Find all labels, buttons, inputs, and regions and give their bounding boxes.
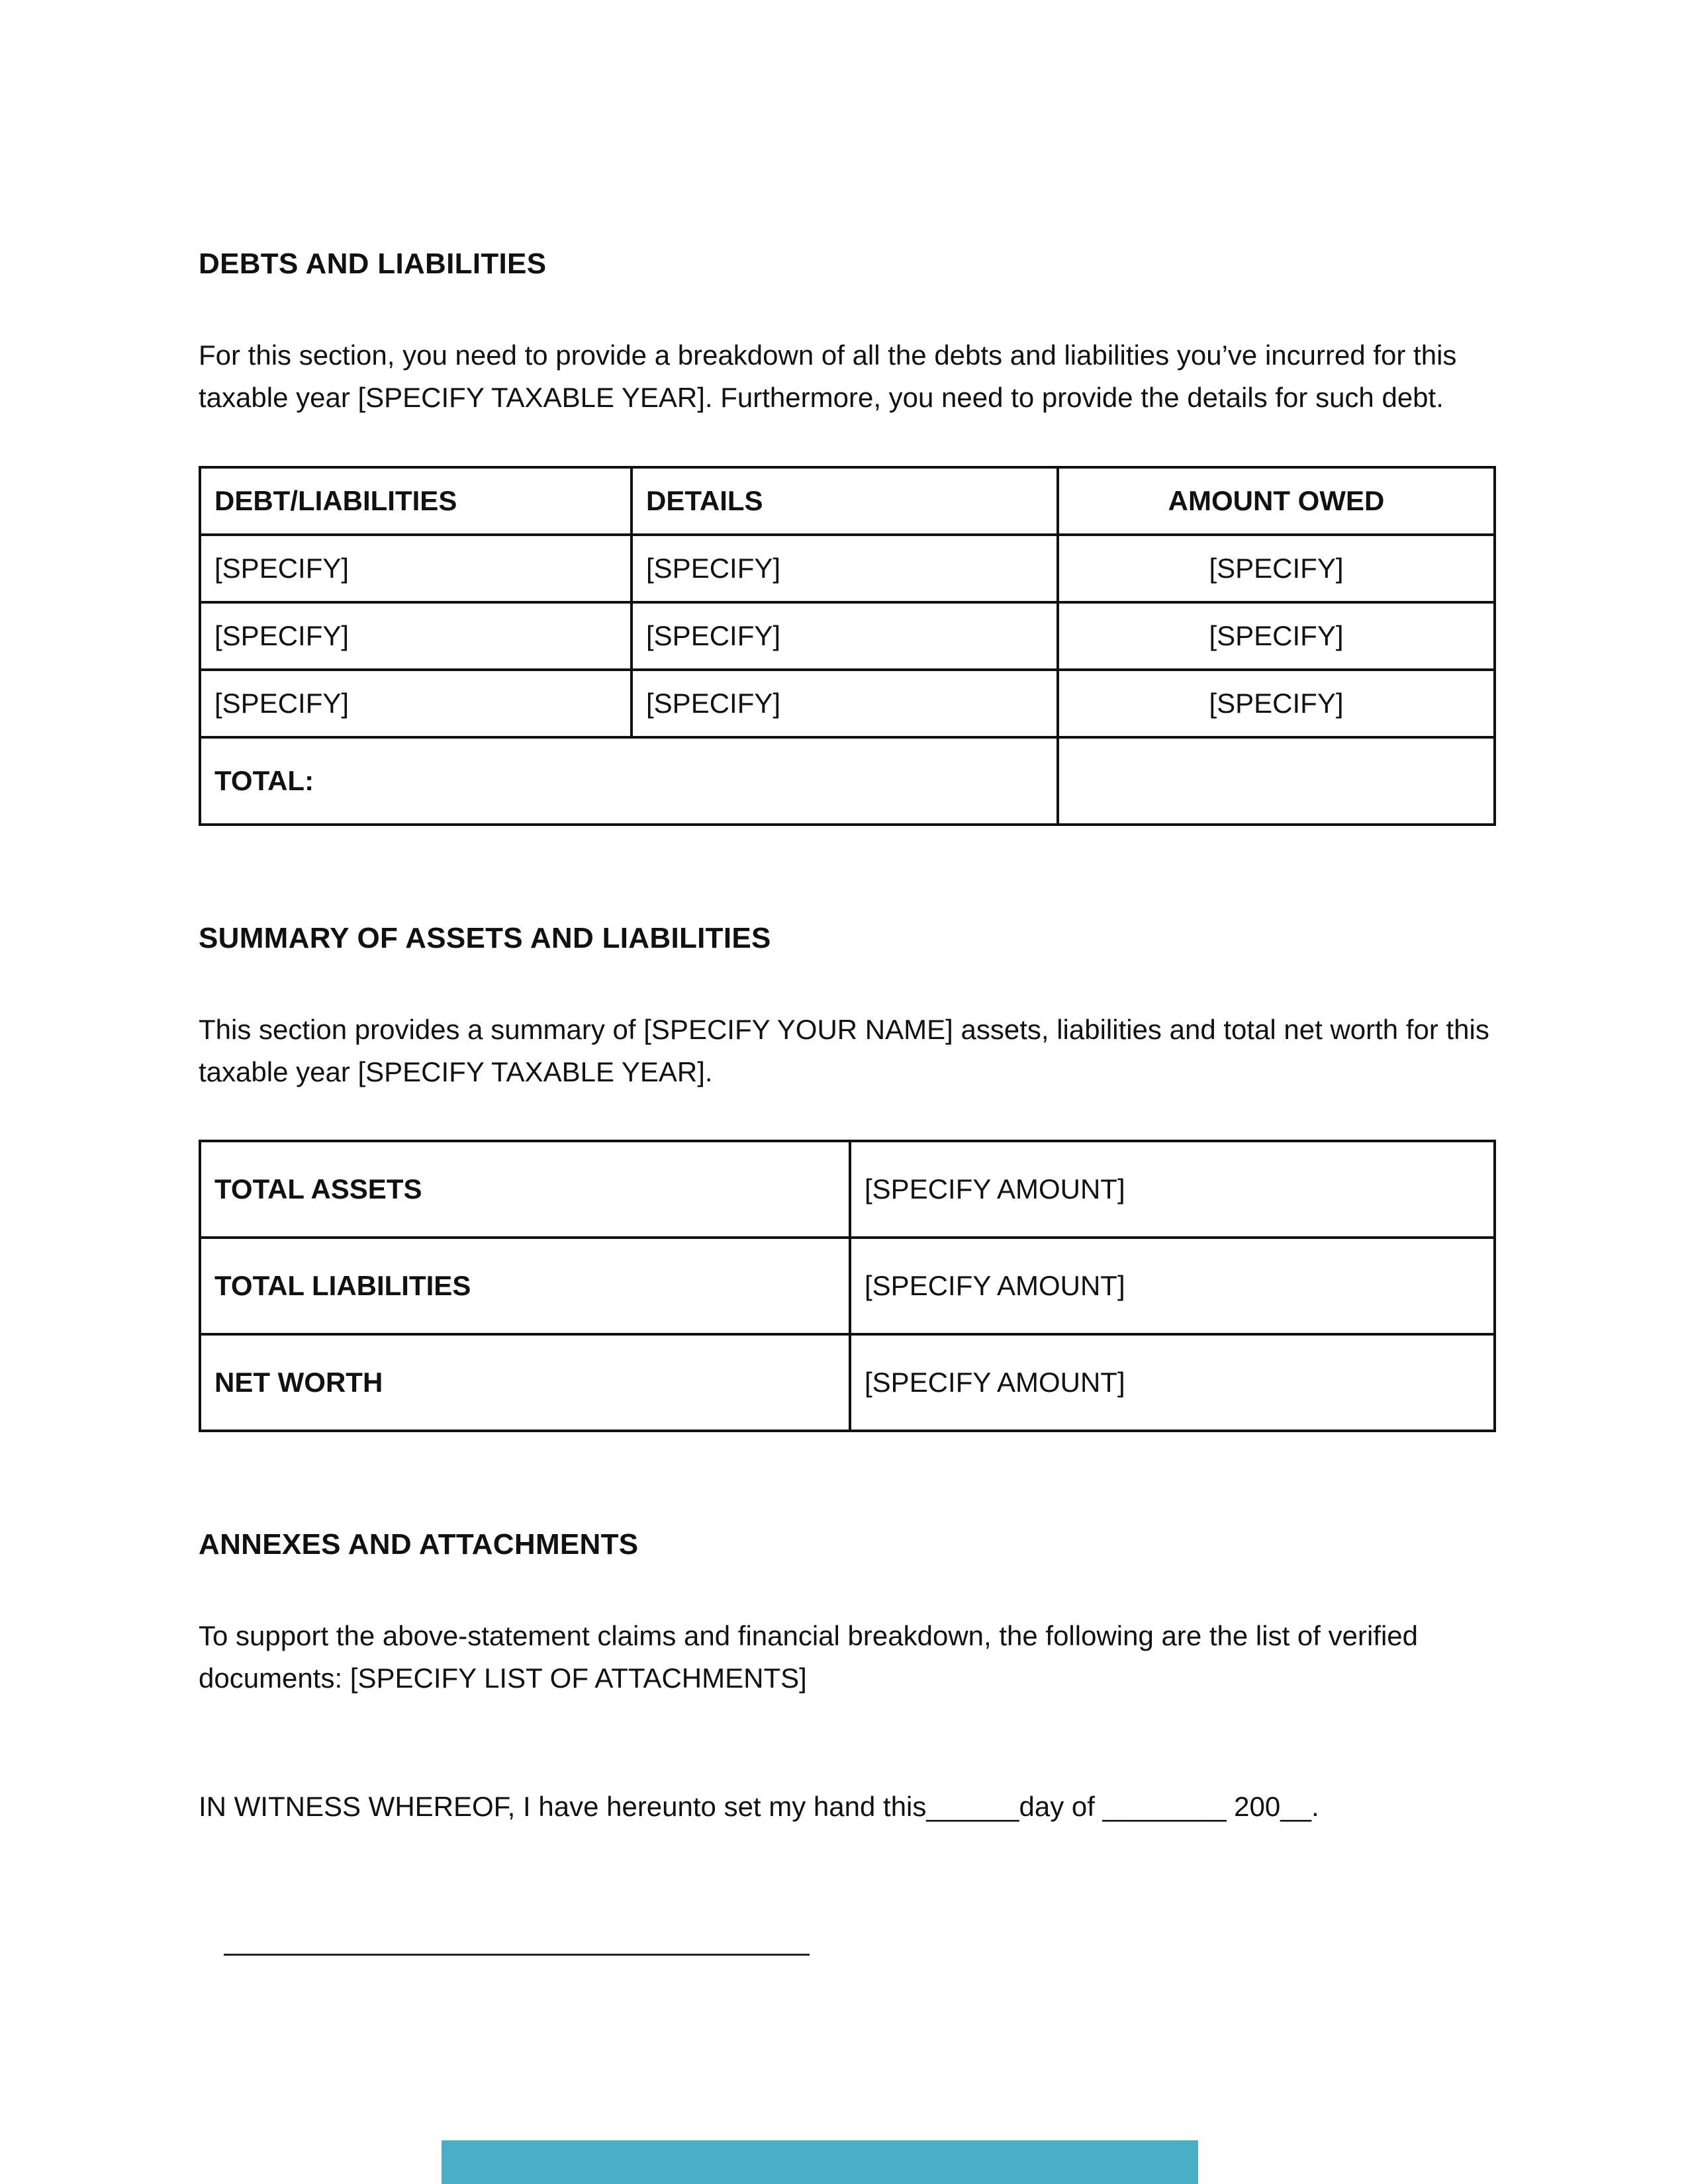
total-assets-label: TOTAL ASSETS (200, 1141, 850, 1238)
debts-intro: For this section, you need to provide a breakdown of all the debts and liabilities you’ve incurred for this taxable year [SPECIFY TAXABLE YEAR]. Furthermore, you need to provide the details for such debt. (199, 340, 1457, 413)
amount-cell: [SPECIFY] (1058, 535, 1495, 602)
debts-table-header-row (200, 467, 1495, 535)
total-liabilities-value: [SPECIFY AMOUNT] (850, 1238, 1495, 1334)
details-cell: [SPECIFY] (632, 602, 1058, 670)
debt-cell: [SPECIFY] (200, 535, 632, 602)
details-cell: [SPECIFY] (632, 670, 1058, 737)
total-assets-value: [SPECIFY AMOUNT] (850, 1141, 1495, 1238)
debts-table (199, 466, 1496, 826)
table-row (200, 1141, 1495, 1238)
table-row (200, 535, 1495, 602)
summary-intro: This section provides a summary of [SPECIFY YOUR NAME] assets, liabilities and total net worth for this taxable year [SPECIFY TAXABLE YEAR]. (199, 1014, 1489, 1087)
table-row (200, 1334, 1495, 1431)
annexes-heading: ANNEXES AND ATTACHMENTS (199, 1528, 639, 1561)
net-worth-label: NET WORTH (200, 1334, 850, 1431)
total-value-cell (1058, 737, 1495, 825)
summary-heading: SUMMARY OF ASSETS AND LIABILITIES (199, 922, 771, 954)
table-row (200, 670, 1495, 737)
header-debt-liabilities: DEBT/LIABILITIES (200, 467, 632, 535)
header-details: DETAILS (632, 467, 1058, 535)
summary-table (199, 1140, 1496, 1432)
debt-cell: [SPECIFY] (200, 602, 632, 670)
net-worth-value: [SPECIFY AMOUNT] (850, 1334, 1495, 1431)
header-amount-owed: AMOUNT OWED (1058, 467, 1495, 535)
signature-line (224, 1954, 810, 1956)
details-cell: [SPECIFY] (632, 535, 1058, 602)
debt-cell: [SPECIFY] (200, 670, 632, 737)
table-row (200, 1238, 1495, 1334)
debts-total-row (200, 737, 1495, 825)
amount-cell: [SPECIFY] (1058, 670, 1495, 737)
total-liabilities-label: TOTAL LIABILITIES (200, 1238, 850, 1334)
amount-cell: [SPECIFY] (1058, 602, 1495, 670)
witness-statement: IN WITNESS WHEREOF, I have hereunto set my hand this______day of ________ 200__. (199, 1791, 1319, 1822)
footer-bar (442, 2140, 1198, 2184)
total-label: TOTAL: (200, 737, 1058, 825)
annexes-intro: To support the above-statement claims and financial breakdown, the following are the list of verified documents: [SPECIFY LIST OF ATTACHMENTS] (199, 1620, 1419, 1694)
table-row (200, 602, 1495, 670)
debts-heading: DEBTS AND LIABILITIES (199, 248, 547, 280)
